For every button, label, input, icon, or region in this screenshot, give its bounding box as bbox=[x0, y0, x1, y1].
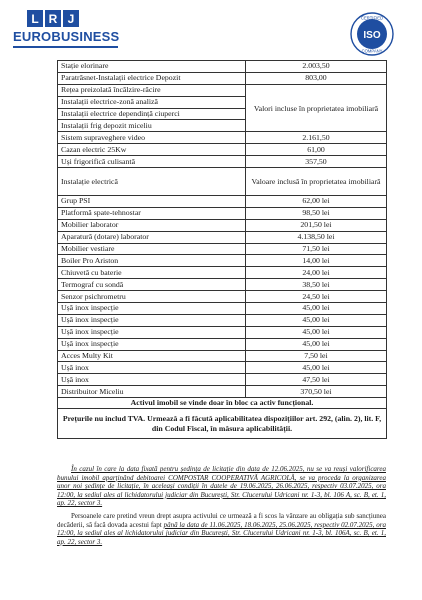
asset-value: 45,00 lei bbox=[246, 303, 387, 315]
asset-name: Cazan electric 25Kw bbox=[58, 144, 246, 156]
table-row bbox=[58, 243, 387, 255]
asset-value: 7,50 lei bbox=[246, 350, 387, 362]
asset-value: 45,00 lei bbox=[246, 362, 387, 374]
table-row bbox=[58, 168, 387, 196]
asset-value-merged: Valori incluse în proprietatea imobiliară bbox=[246, 84, 387, 132]
asset-value: 45,00 lei bbox=[246, 326, 387, 338]
table-row bbox=[58, 207, 387, 219]
svg-text:CERTIFIED: CERTIFIED bbox=[360, 15, 384, 21]
table-footer-row bbox=[58, 409, 387, 439]
asset-value: 370,50 lei bbox=[246, 386, 387, 398]
table-row bbox=[58, 303, 387, 315]
logo-brand-text bbox=[13, 29, 123, 44]
iso-certified-seal bbox=[350, 12, 394, 56]
creditor-claims-lead: Persoanele care pretind vreun drept asupra activului ce urmează a fi scos la vânzare au obligația sub sancțiunea decăderii, să facă dovada acestui fapt bbox=[57, 512, 386, 529]
asset-value: 357,50 bbox=[246, 156, 387, 168]
table-row bbox=[58, 219, 387, 231]
table-note-vat: Prețurile nu includ TVA. Urmează a fi făcută aplicabilitatea dispozițiilor art. 292, (alin. 2), lit. F, din Codul Fiscal, în măsura aplicabilității. bbox=[58, 409, 387, 439]
asset-name: Boiler Pro Ariston bbox=[58, 255, 246, 267]
logo-underline bbox=[13, 46, 118, 48]
table-row bbox=[58, 374, 387, 386]
asset-name: Mobilier laborator bbox=[58, 219, 246, 231]
asset-name: Sistem supraveghere video bbox=[58, 132, 246, 144]
asset-value: 24,50 lei bbox=[246, 291, 387, 303]
asset-value: 71,50 lei bbox=[246, 243, 387, 255]
asset-value: 98,50 lei bbox=[246, 207, 387, 219]
asset-value: 2.003,50 bbox=[246, 61, 387, 73]
asset-value: 38,50 lei bbox=[246, 279, 387, 291]
svg-text:COMPANY: COMPANY bbox=[361, 48, 383, 54]
asset-name: Termograf cu sondă bbox=[58, 279, 246, 291]
logo-letter: R bbox=[45, 10, 61, 27]
asset-name: Ușă inox bbox=[58, 362, 246, 374]
table-row bbox=[58, 61, 387, 73]
logo-brand-euro: EURO bbox=[13, 29, 52, 44]
asset-value: 62,00 lei bbox=[246, 196, 387, 208]
table-row bbox=[58, 132, 387, 144]
asset-value: 2.161,50 bbox=[246, 132, 387, 144]
asset-name: Ușă inox inspecție bbox=[58, 326, 246, 338]
table-row bbox=[58, 144, 387, 156]
asset-name: Mobilier vestiare bbox=[58, 243, 246, 255]
table-footer-row bbox=[58, 398, 387, 409]
logo-brand-business: BUSINESS bbox=[51, 29, 120, 44]
logo-letter: J bbox=[63, 10, 79, 27]
asset-name: Senzor psichrometru bbox=[58, 291, 246, 303]
asset-value: 803,00 bbox=[246, 72, 387, 84]
asset-name: Grup PSI bbox=[58, 196, 246, 208]
asset-name: Ușă inox inspecție bbox=[58, 314, 246, 326]
asset-value: 14,00 lei bbox=[246, 255, 387, 267]
table-row bbox=[58, 326, 387, 338]
table-row bbox=[58, 156, 387, 168]
asset-value: 47,50 lei bbox=[246, 374, 387, 386]
asset-name: Ușă inox inspecție bbox=[58, 338, 246, 350]
table-row bbox=[58, 362, 387, 374]
asset-name: Paratrăsnet-Instalații electrice Depozit bbox=[58, 72, 246, 84]
asset-value: 61,00 bbox=[246, 144, 387, 156]
assets-table bbox=[57, 60, 387, 439]
auction-reschedule-paragraph bbox=[57, 465, 386, 508]
asset-value: 4.138,50 lei bbox=[246, 231, 387, 243]
asset-value: 45,00 lei bbox=[246, 338, 387, 350]
table-note-sale-in-block: Activul imobil se vinde doar în bloc ca activ funcțional. bbox=[58, 398, 387, 409]
table-row bbox=[58, 279, 387, 291]
table-row bbox=[58, 231, 387, 243]
asset-value: 45,00 lei bbox=[246, 314, 387, 326]
asset-name: Platformă spate-tehnostar bbox=[58, 207, 246, 219]
table-row bbox=[58, 267, 387, 279]
asset-name: Aparatură (dotare) laborator bbox=[58, 231, 246, 243]
table-row bbox=[58, 314, 387, 326]
table-row bbox=[58, 350, 387, 362]
logo-letter: L bbox=[27, 10, 43, 27]
asset-name: Instalații frig depozit miceliu bbox=[58, 120, 246, 132]
table-row bbox=[58, 84, 387, 96]
logo-letter-blocks bbox=[27, 10, 123, 27]
asset-name: Ușă inox bbox=[58, 374, 246, 386]
asset-name: Instalații electrice dependință ciuperci bbox=[58, 108, 246, 120]
creditor-claims-paragraph bbox=[57, 512, 386, 546]
asset-name: Chiuvetă cu baterie bbox=[58, 267, 246, 279]
table-row bbox=[58, 255, 387, 267]
table-row bbox=[58, 196, 387, 208]
table-row bbox=[58, 338, 387, 350]
asset-name: Rețea preizolată încălzire-răcire bbox=[58, 84, 246, 96]
svg-text:ISO: ISO bbox=[363, 30, 381, 41]
table-row bbox=[58, 386, 387, 398]
table-row bbox=[58, 72, 387, 84]
asset-name: Uși frigorifică culisantă bbox=[58, 156, 246, 168]
auction-reschedule-text: În cazul în care la data fixată pentru ședința de licitație din data de 12.06.2025, nu se va reuși valorificarea bunului imobil aparținând debitoarei COMPOSTAR COOPERATIVĂ AGRICOLĂ, se va proceda la organizarea unor noi ședințe de licitație, în aceleași condiții în datele de 19.06.2025, 26.06.2025, respectiv 03.07.2025, ora 12:00, la sediul ales al lichidatorului judiciar din București, Str. Clucerului Udricani nr. 1-3, bl. 106 A, sc. B, et. 1, ap. 22, sector 3. bbox=[57, 465, 386, 508]
asset-name: Distribuitor Miceliu bbox=[58, 386, 246, 398]
creditor-claims-deadline: până la data de 11.06.2025, 18.06.2025, 25.06.2025, respectiv 02.07.2025, ora 12:00, la sediul ales al lichidatorului judiciar din București, Str. Clucerului Udricani nr. 1-3, bl. 106A, sc. B, et. 1, ap. 22, sector 3. bbox=[57, 520, 386, 546]
asset-name: Instalație electrică bbox=[58, 168, 246, 196]
asset-value: 24,00 lei bbox=[246, 267, 387, 279]
asset-value: 201,50 lei bbox=[246, 219, 387, 231]
table-row bbox=[58, 291, 387, 303]
asset-name: Ușă inox inspecție bbox=[58, 303, 246, 315]
asset-value: Valoare inclusă în proprietatea imobiliară bbox=[246, 168, 387, 196]
asset-name: Instalații electrice-zonă analiză bbox=[58, 96, 246, 108]
asset-name: Stație elorinare bbox=[58, 61, 246, 73]
asset-name: Acces Multy Kit bbox=[58, 350, 246, 362]
